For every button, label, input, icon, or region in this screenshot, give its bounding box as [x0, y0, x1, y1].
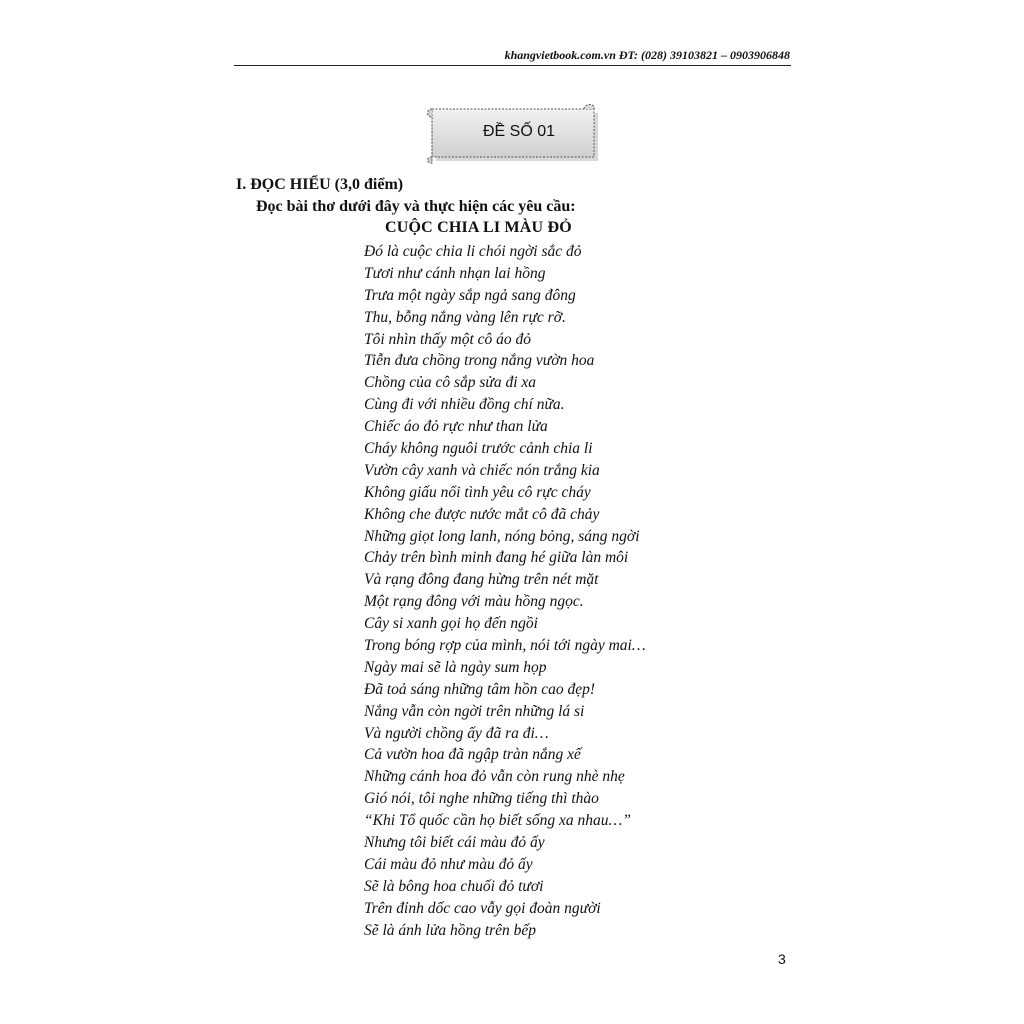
- poem-line: Và rạng đông đang hừng trên nét mặt: [364, 571, 599, 589]
- header-divider: [234, 65, 791, 66]
- poem-line: Cây si xanh gọi họ đến ngồi: [364, 615, 538, 633]
- poem-line: Tiễn đưa chồng trong nắng vườn hoa: [364, 352, 595, 370]
- poem-line: Và người chồng ấy đã ra đi…: [364, 724, 549, 742]
- poem-line: Tươi như cánh nhạn lai hồng: [364, 264, 546, 282]
- poem-line: Thu, bỗng nắng vàng lên rực rỡ.: [364, 308, 566, 326]
- poem-line: Chảy trên bình minh đang hé giữa làn môi: [364, 549, 629, 567]
- poem-line: Một rạng đông với màu hồng ngọc.: [364, 593, 584, 611]
- page-number: 3: [778, 951, 786, 967]
- poem-line: Tôi nhìn thấy một cô áo đỏ: [364, 330, 532, 348]
- poem-line: Những cánh hoa đỏ vẫn còn rung nhè nhẹ: [364, 768, 625, 786]
- reading-instruction: Đọc bài thơ dưới đây và thực hiện các yêu cầu:: [256, 198, 576, 215]
- poem-title: CUỘC CHIA LI MÀU ĐỎ: [385, 219, 572, 236]
- page-header: [234, 48, 790, 66]
- poem-line: Nắng vẫn còn ngời trên những lá si: [364, 702, 585, 720]
- poem-line: Vườn cây xanh và chiếc nón trắng kia: [364, 461, 600, 479]
- section-heading: I. ĐỌC HIỂU (3,0 điểm): [236, 176, 404, 193]
- poem-line: Trưa một ngày sắp ngả sang đông: [364, 286, 576, 304]
- poem-line: Trong bóng rợp của mình, nói tới ngày mai…: [364, 637, 646, 655]
- poem-line: Ngày mai sẽ là ngày sum họp: [364, 658, 547, 676]
- poem-line: Trên đỉnh dốc cao vẫy gọi đoàn người: [364, 899, 601, 917]
- poem-line: Chiếc áo đỏ rực như than lửa: [364, 418, 548, 436]
- exam-number-title: ĐỀ SỐ 01: [482, 123, 556, 140]
- poem-line: Đó là cuộc chia li chói ngời sắc đỏ: [364, 243, 582, 260]
- poem-lines: [364, 241, 784, 942]
- poem-line: Không giấu nổi tình yêu cô rực cháy: [364, 483, 591, 501]
- exam-title-banner: [424, 103, 602, 165]
- header-site: khangvietbook.com.vn: [504, 48, 616, 62]
- poem-line: “Khi Tổ quốc cần họ biết sống xa nhau…”: [364, 812, 631, 830]
- poem-line: Nhưng tôi biết cái màu đỏ ấy: [364, 834, 545, 852]
- poem-line: Cùng đi với nhiều đồng chí nữa.: [364, 396, 565, 414]
- poem-line: Những giọt long lanh, nóng bỏng, sáng ngời: [364, 527, 640, 545]
- poem-line: Chồng của cô sắp sửa đi xa: [364, 374, 537, 392]
- header-phones: (028) 39103821 – 0903906848: [641, 48, 790, 62]
- poem-line: Sẽ là bông hoa chuối đỏ tươi: [364, 877, 544, 895]
- header-phone-label: ĐT:: [618, 48, 638, 62]
- poem-line: Sẽ là ánh lửa hồng trên bếp: [364, 921, 537, 939]
- poem-line: Không che được nước mắt cô đã chảy: [364, 505, 600, 523]
- poem-line: Cái màu đỏ như màu đỏ ấy: [364, 855, 533, 873]
- poem-line: Cả vườn hoa đã ngập tràn nắng xế: [364, 746, 581, 764]
- poem-line: Cháy không nguôi trước cảnh chia li: [364, 440, 593, 458]
- poem-line: Đã toả sáng những tâm hồn cao đẹp!: [364, 680, 596, 698]
- poem-line: Gió nói, tôi nghe những tiếng thì thào: [364, 790, 599, 808]
